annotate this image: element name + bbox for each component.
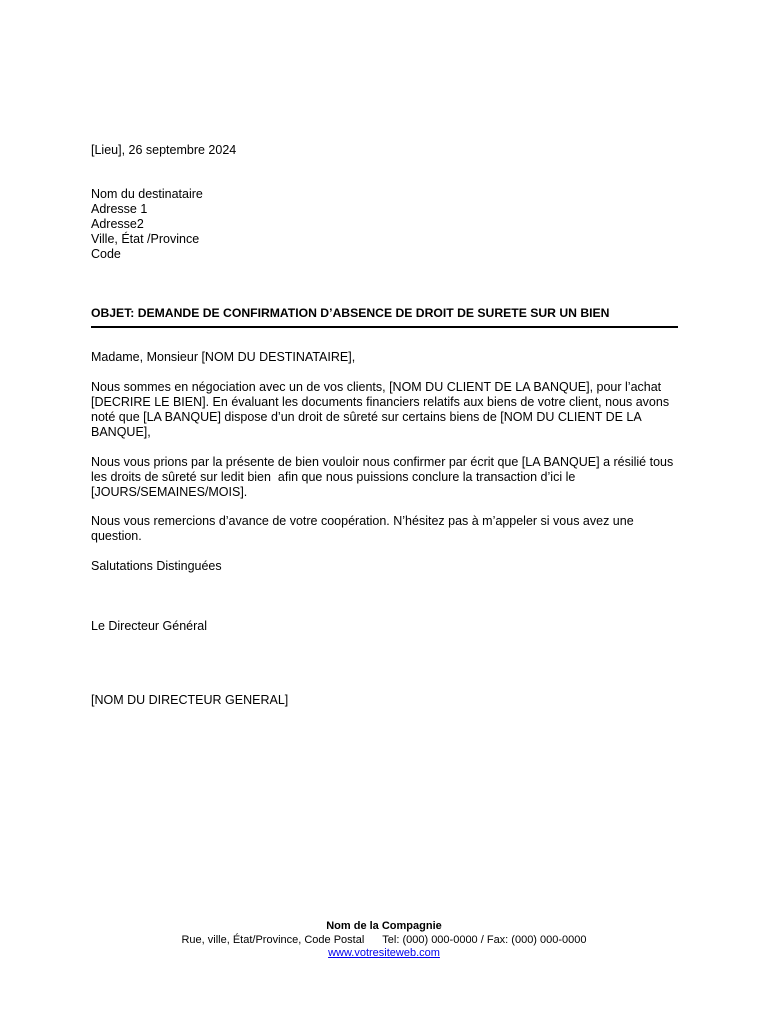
signer-title: Le Directeur Général bbox=[91, 619, 208, 633]
subject-line: OBJET: DEMANDE DE CONFIRMATION D’ABSENCE DE DROIT DE SURETE SUR UN BIEN bbox=[91, 306, 678, 328]
paragraph-line: Nous sommes en négociation avec un de vos clients, [NOM DU CLIENT DE LA BANQUE], pour l’achat bbox=[91, 380, 662, 394]
footer-address: Rue, ville, État/Province, Code Postal bbox=[181, 934, 365, 946]
footer-website-line bbox=[0, 946, 768, 960]
body-paragraph-3 bbox=[91, 514, 681, 544]
footer-company-name: Nom de la Compagnie bbox=[326, 920, 442, 932]
recipient-address2: Adresse2 bbox=[91, 217, 144, 231]
date-line bbox=[91, 143, 681, 158]
footer-contact-line bbox=[0, 933, 768, 947]
recipient-city-state: Ville, État /Province bbox=[91, 232, 200, 246]
closing: Salutations Distinguées bbox=[91, 559, 222, 573]
paragraph-line: Nous vous prions par la présente de bien vouloir nous confirmer par écrit que [LA BANQUE] a résilié tous bbox=[91, 455, 674, 469]
date-text: [Lieu], 26 septembre 2024 bbox=[91, 143, 237, 157]
paragraph-line: Nous vous remercions d’avance de votre coopération. N’hésitez pas à m’appeler si vous avez une bbox=[91, 514, 634, 528]
footer-phone-fax: Tel: (000) 000-0000 / Fax: (000) 000-0000 bbox=[382, 934, 587, 946]
signer-name: [NOM DU DIRECTEUR GENERAL] bbox=[91, 693, 289, 707]
body-paragraph-1 bbox=[91, 380, 681, 440]
footer-website-link[interactable]: www.votresiteweb.com bbox=[328, 947, 440, 959]
paragraph-line: noté que [LA BANQUE] dispose d’un droit de sûreté sur certains biens de [NOM DU CLIENT DE LA bbox=[91, 410, 642, 424]
paragraph-line: les droits de sûreté sur ledit bien afin que nous puissions conclure la transaction d’ici le bbox=[91, 470, 576, 484]
recipient-address1: Adresse 1 bbox=[91, 202, 148, 216]
recipient-address-block bbox=[91, 187, 681, 262]
salutation: Madame, Monsieur [NOM DU DESTINATAIRE], bbox=[91, 350, 356, 364]
paragraph-line: BANQUE], bbox=[91, 425, 151, 439]
recipient-code: Code bbox=[91, 247, 121, 261]
paragraph-line: [DECRIRE LE BIEN]. En évaluant les documents financiers relatifs aux biens de votre client, nous avons bbox=[91, 395, 670, 409]
paragraph-line: question. bbox=[91, 529, 142, 543]
paragraph-line: [JOURS/SEMAINES/MOIS]. bbox=[91, 485, 248, 499]
body-paragraph-2 bbox=[91, 455, 681, 500]
recipient-name: Nom du destinataire bbox=[91, 187, 203, 201]
